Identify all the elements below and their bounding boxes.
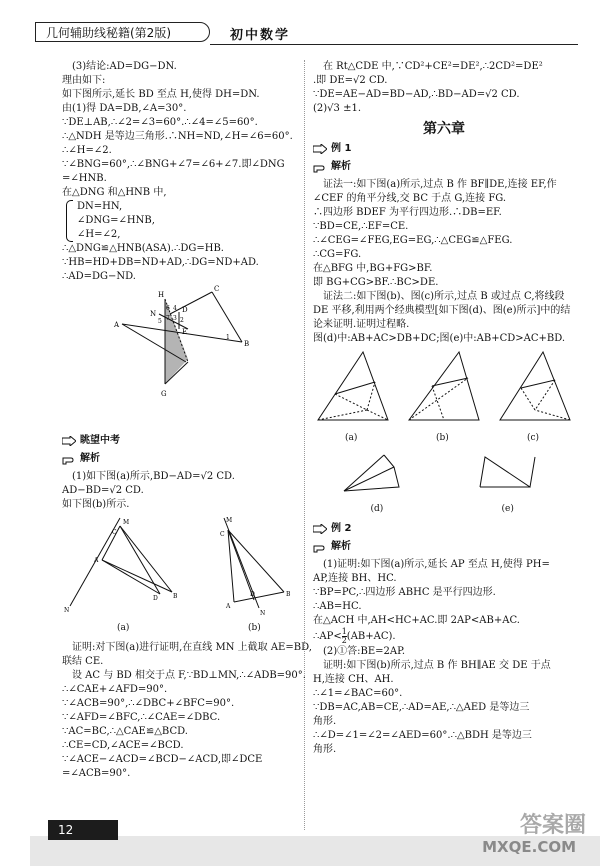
text-line: AD−BD=√2 CD. [62, 485, 144, 496]
triangle-figure-b [404, 350, 484, 426]
triangle-figure-a [313, 350, 393, 426]
pointing-hand-icon [62, 454, 76, 465]
page-number: 12 [48, 820, 118, 840]
figure-caption: (e) [501, 504, 514, 514]
text-line: ∵∠BNG=60°,∴∠BNG+∠7=∠6+∠7.即∠DNG [62, 159, 285, 170]
section-label: 例 2 [331, 523, 352, 534]
right-text-c [313, 558, 575, 645]
example-2-heading [313, 522, 575, 536]
equation-system [66, 200, 294, 242]
subject-title: 初中数学 [230, 28, 291, 43]
text-line: ∴△NDH 是等边三角形.∴NH=ND,∠H=∠6=60°. [62, 131, 293, 142]
section-label: 解析 [80, 453, 100, 464]
triangle-figure-b [214, 516, 294, 616]
text-line: 证法一:如下图(a)所示,过点 B 作 BF∥DE,连接 EF,作 [323, 179, 557, 190]
figa-label: D [153, 595, 158, 602]
fig1-label: 7 [166, 315, 170, 322]
figure-caption: (c) [527, 433, 540, 443]
text-line: 由(1)得 DA=DB,∠A=30°. [62, 103, 187, 114]
fig1-label: 2 [180, 317, 184, 324]
triangle-figure-c [495, 350, 575, 426]
text-line: 角形. [313, 744, 337, 755]
figure-caption: (b) [436, 433, 449, 443]
figb-label: N [260, 610, 266, 616]
text-line: 联结 CE. [62, 656, 104, 667]
text-line: (1)如下图(a)所示,BD−AD=√2 CD. [72, 471, 235, 482]
text-line: ∵HB=HD+DB=ND+AD,∴DG=ND+AD. [62, 257, 259, 268]
text-line: ∴∠H=∠2. [62, 145, 112, 156]
fig1-label: 1 [226, 334, 230, 341]
figures-ab [62, 516, 294, 635]
text-line: 证明:如下图(b)所示,过点 B 作 BH∥AE 交 DE 于点 [323, 660, 551, 671]
figb-label: D [250, 591, 255, 598]
text-line: DE 平移,利用两个经典模型[如下图(d)、图(e)所示]中的结 [313, 305, 571, 316]
figure-caption: (d) [370, 504, 384, 514]
fig1-label: H [158, 291, 165, 299]
right-text-a [313, 60, 575, 116]
left-text-d [62, 641, 312, 781]
triangle-figure-a [62, 516, 192, 616]
text-line: 设 AC 与 BD 相交于点 F,∵BD⊥MN,∴∠ADB=90°. [72, 670, 306, 681]
fraction-prefix: ∴AP< [313, 631, 342, 642]
system-line: ∠DNG=∠HNB, [77, 215, 155, 226]
fig1-label: G [161, 390, 167, 398]
text-line: .即 DE=√2 CD. [313, 75, 388, 86]
text-line: ∵∠AFD=∠BFC,∴∠CAE=∠DBC. [62, 712, 221, 723]
text-line: ∴CE=CD,∠ACE=∠BCD. [62, 740, 184, 751]
section-label: 解析 [331, 161, 351, 172]
analysis-2-heading [313, 540, 575, 554]
bowtie-figure-e [470, 447, 550, 497]
example-1-heading [313, 142, 575, 156]
text-line: 证法二:如下图(b)、图(c)所示,过点 B 或过点 C,将线段 [323, 291, 565, 302]
analysis-1-heading [313, 160, 575, 174]
figure-caption-a: (a) [117, 623, 130, 633]
left-text-b [62, 242, 294, 284]
figa-label: N [64, 607, 70, 614]
text-line: 在 Rt△CDE 中,∵CD²+CE²=DE²,∴2CD²=DE² [323, 61, 543, 72]
fig1-label: C [214, 285, 220, 293]
figa-label: A [94, 557, 99, 564]
section-label: 解析 [331, 541, 351, 552]
figure-caption: (a) [345, 433, 358, 443]
arrow-icon [62, 436, 76, 446]
chapter-title: 第六章 [423, 121, 465, 137]
left-text-a [62, 60, 294, 200]
header-rule [210, 44, 578, 45]
text-line: 在△DNG 和△HNB 中, [62, 187, 167, 198]
text-line: ∴∠CAE+∠AFD=90°. [62, 684, 168, 695]
text-line: (2)①答:BE=2AP. [323, 646, 406, 657]
text-line: 角形. [313, 716, 337, 727]
text-line: ∴四边形 BDEF 为平行四边形.∴DB=EF. [313, 207, 502, 218]
pointing-hand-icon [313, 542, 327, 553]
text-line: ∵AC=BC,∴△CAE≌△BCD. [62, 726, 188, 737]
fig1-label: 3 [173, 315, 177, 322]
fig1-label: 6 [166, 305, 170, 312]
figure-caption-b: (b) [248, 623, 261, 633]
brace [66, 200, 73, 242]
fraction-numerator: 1 [341, 627, 347, 636]
text-line: AP,连接 BH、HC. [313, 573, 397, 584]
figa-label: B [173, 593, 178, 600]
figa-label: M [123, 519, 130, 526]
polygon-figure-d [339, 447, 419, 497]
text-line: ∵∠ACB=90°,∴∠DBC+∠BFC=90°. [62, 698, 235, 709]
left-column [62, 60, 312, 781]
text-line: 在△BFG 中,BG+FG>BF. [313, 263, 433, 274]
fraction-suffix: (AB+AC). [346, 631, 396, 642]
text-line: ∴∠1=∠BAC=60°. [313, 688, 403, 699]
text-line: =∠ACB=90°. [62, 768, 131, 779]
figb-label: B [286, 591, 291, 598]
figb-label: A [226, 603, 231, 610]
text-line: 如下图(b)所示. [62, 499, 130, 510]
text-line: 即 BG+CG>BF.∴BC>DE. [313, 277, 439, 288]
text-line: ∴AD=DG−ND. [62, 271, 136, 282]
triangle-figure-1 [62, 284, 294, 404]
fig1-label: E [182, 328, 188, 336]
section-label: 眺望中考 [80, 435, 120, 446]
figb-label: M [226, 517, 233, 524]
text-line: ∵DE⊥AB,∴∠2=∠3=60°.∴∠4=∠5=60°. [62, 117, 258, 128]
text-line: (3)结论:AD=DG−DN. [72, 61, 177, 72]
text-line: ∵BD=CE,∴EF=CE. [313, 221, 409, 232]
figb-label: C [220, 531, 225, 538]
text-line: ∴∠D=∠1=∠2=∠AED=60°.∴△BDH 是等边三 [313, 730, 532, 741]
arrow-icon [313, 144, 327, 154]
fraction-denominator: 2 [341, 636, 347, 645]
fig1-label: 5 [158, 318, 162, 325]
section-label: 例 1 [331, 143, 352, 154]
right-column [313, 60, 575, 757]
figures-de [313, 447, 575, 516]
text-line: ∵BP=PC,∴四边形 ABHC 是平行四边形. [313, 587, 496, 598]
text-line: ∴AB=HC. [313, 601, 362, 612]
system-line: DN=HN, [77, 201, 123, 212]
fig1-label: B [244, 340, 250, 348]
text-line: ∵∠ACE−∠ACD=∠BCD−∠ACD,即∠DCE [62, 754, 263, 765]
fig1-label: N [150, 310, 157, 318]
book-title: 几何辅助线秘籍(第2版) [35, 22, 210, 42]
text-line: ∵DE=AE−AD=BD−AD,∴BD−AD=√2 CD. [313, 89, 520, 100]
right-text-d [313, 645, 575, 757]
section-heading-analysis [62, 452, 294, 466]
text-line: 论来证明.证明过程略. [313, 319, 410, 330]
text-line: 证明:对下图(a)进行证明,在直线 MN 上截取 AE=BD, [72, 642, 312, 653]
text-line: H,连接 CH、AH. [313, 674, 394, 685]
figures-abc [313, 350, 575, 445]
fraction-line [313, 628, 575, 645]
left-text-c [62, 470, 294, 512]
text-line: 在△ACH 中,AH<HC+AC.即 2AP<AB+AC. [313, 615, 520, 626]
section-heading-forecast [62, 434, 294, 448]
fig1-label: 4 [173, 305, 177, 312]
text-line: ∠CEF 的角平分线,交 BC 于点 G,连接 FG. [313, 193, 507, 204]
arrow-icon [313, 524, 327, 534]
text-line: ∴∠CEG=∠FEG,EG=EG,∴△CEG≌△FEG. [313, 235, 513, 246]
text-line: 如下图所示,延长 BD 至点 H,使得 DH=DN. [62, 89, 260, 100]
text-line: =∠HNB. [62, 173, 107, 184]
text-line: ∴CG=FG. [313, 249, 362, 260]
watermark-url: MXQE.COM [482, 838, 576, 856]
text-line: 图(d)中:AB+AC>DB+DC;图(e)中:AB+CD>AC+BD. [313, 333, 566, 344]
watermark-logo: 答案圈 [519, 813, 586, 838]
column-divider [304, 60, 305, 830]
fig1-label: A [114, 321, 120, 329]
right-text-b [313, 178, 575, 346]
pointing-hand-icon [313, 162, 327, 173]
text-line: (1)证明:如下图(a)所示,延长 AP 至点 H,使得 PH= [323, 559, 550, 570]
text-line: ∵DB=AC,AB=CE,∴AD=AE,∴△AED 是等边三 [313, 702, 530, 713]
text-line: 理由如下: [62, 75, 106, 86]
fig1-label: D [182, 306, 188, 314]
system-line: ∠H=∠2, [77, 229, 121, 240]
text-line: ∴△DNG≌△HNB(ASA).∴DG=HB. [62, 243, 224, 254]
text-line: (2)√3 ±1. [313, 103, 361, 114]
figa-label: C [112, 529, 117, 536]
